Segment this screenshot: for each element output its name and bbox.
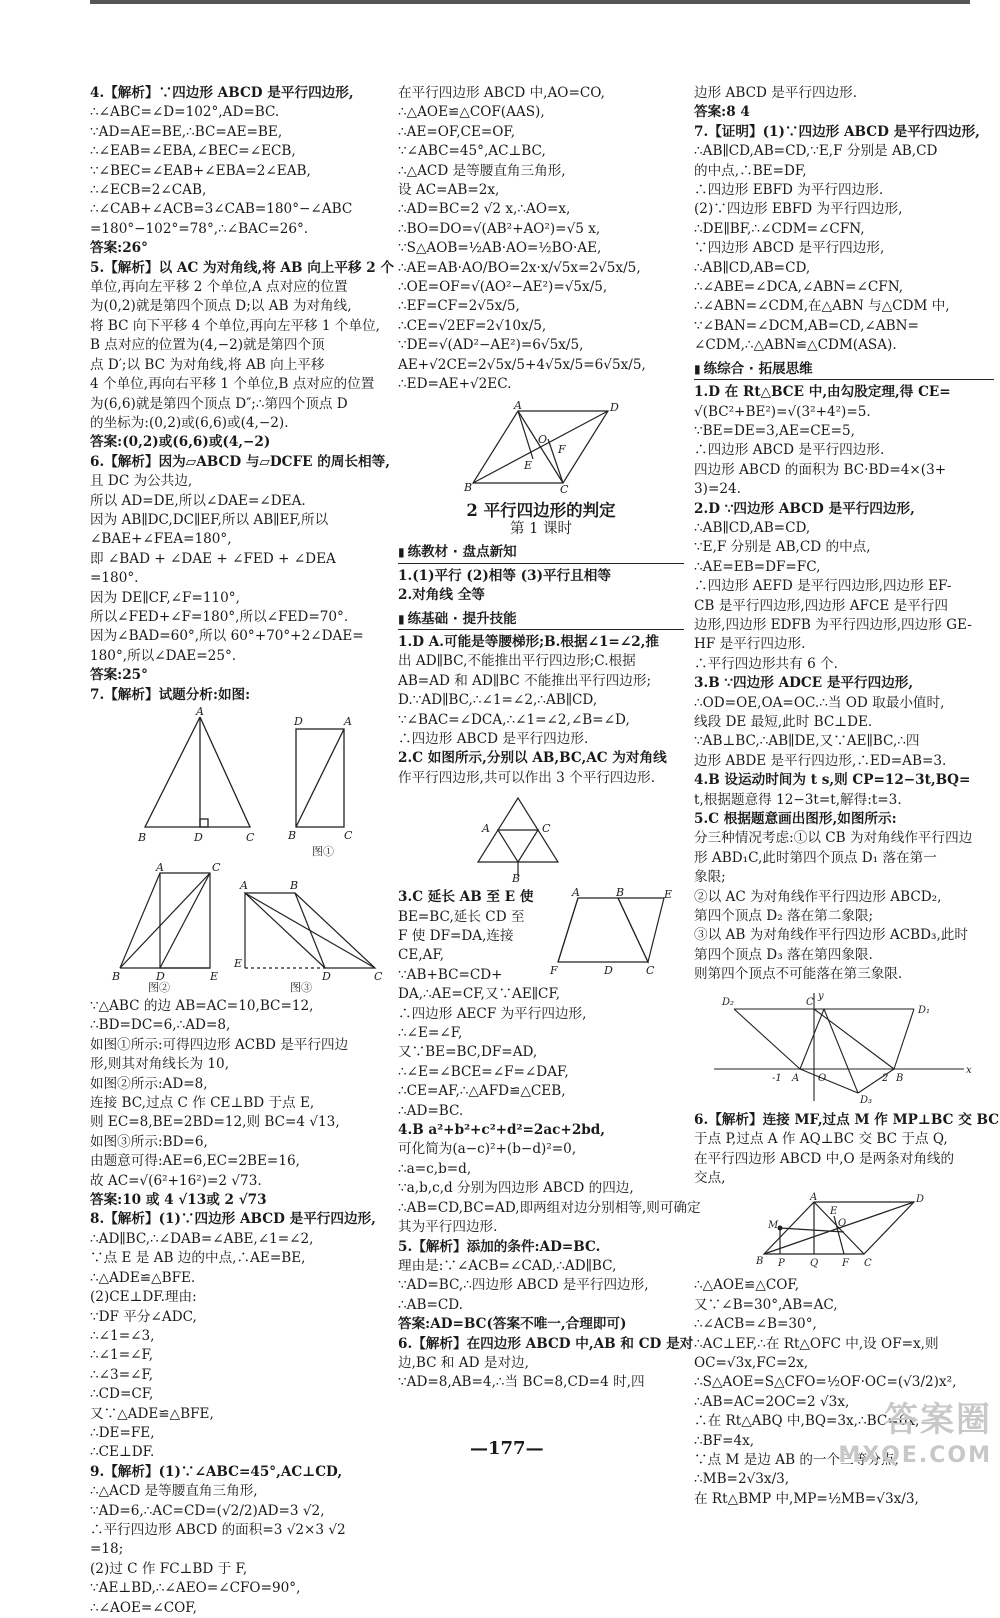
text-line: ∴AD=BC=2 √2 x,∴AO=x, [398,201,571,218]
text-line: ∴ED=AE+√2EC. [398,376,512,393]
fig-label: D [610,400,619,414]
text-line: ∵E,F 分别是 AB,CD 的中点, [694,539,871,556]
fig-label: B [616,886,625,900]
text-line: ∴a=c,b=d, [398,1160,472,1177]
fig-label: C [560,482,569,496]
column-3-text-b [694,383,994,985]
text-line: ∴∠EAB=∠EBA,∠BEC=∠ECB, [90,143,296,160]
text-line: CE,AF, [398,947,445,964]
text-line: t,根据题意得 12−3t=t,解得:t=3. [694,791,902,808]
text-line: AE+√2CE=2√5x/5+4√5x/5=6√5x/5, [398,356,646,373]
text-line: ∵△ABC 的边 AB=AC=10,BC=12, [90,998,314,1014]
text-line: ∴△ACD 是等腰直角三角形, [398,162,566,179]
text-line: 于点 P,过点 A 作 AQ⊥BC 交 BC 于点 Q, [694,1131,948,1148]
text-line: 3.B ∵四边形 ADCE 是平行四边形, [694,675,914,692]
column-1-text-a [90,84,395,705]
text-line: ∴△AOE≌△COF(AAS), [398,104,545,121]
text-line: OC=√3x,FC=2x, [694,1354,809,1371]
text-line: 出 AD∥BC,不能推出平行四边形;C.根据 [398,653,636,670]
text-line: 4.【解析】∵四边形 ABCD 是平行四边形, [90,85,354,101]
text-line: ∴CE⊥DF. [90,1444,155,1461]
watermark-line-1: 答案圈 [884,1400,992,1440]
text-line: 所以∠FED+∠F=180°,所以∠FED=70°. [90,608,349,625]
text-line: 则第四个顶点不可能落在第三象限. [694,966,903,983]
band-header-1: ▮ 练教材 · 盘点新知 [398,543,684,563]
fig-label: Q [810,1258,819,1270]
text-line: ∴S△AOE=S△CFO=½OF·OC=(√3/2)x², [694,1374,957,1391]
fig-label: E [524,458,533,472]
column-3-text-a [694,84,994,356]
text-line: 如图①所示:可得四边形 ACBD 是平行四边 [90,1036,349,1053]
column-3-text-c [694,1111,1000,1189]
text-line: ∴△AOE≌△COF, [694,1277,800,1294]
text-line: 又∵△ADE≌△BFE, [90,1405,214,1422]
fig-label: E [234,957,243,970]
fig-label: F [550,964,558,978]
figure-parallelogram-mpq [694,1192,994,1272]
text-line: ∴CD=CF, [90,1386,154,1403]
text-line: ∴AB∥CD,AB=CD, [694,259,811,276]
text-line: 6.【解析】连接 MF,过点 M 作 MP⊥BC 交 BC [694,1111,1000,1128]
fig-label: -1 [772,1072,782,1084]
text-line: ∴四边形 EBFD 为平行四边形. [694,182,884,199]
text-line: ∵AE⊥BD,∴∠AEO=∠CFO=90°, [90,1580,301,1597]
text-line: ∴DE∥BF,∴∠CDM=∠CFN, [694,220,865,237]
text-line: ∵AD=6,∴AC=CD=(√2/2)AD=3 √2, [90,1502,325,1519]
text-line: (2)CE⊥DF.理由: [90,1289,197,1306]
fig-label: C [646,964,655,978]
text-line: ∴四边形 AECF 为平行四边形, [398,1005,587,1022]
figure-parallelograms [90,863,382,993]
text-line: 1.D 在 Rt△BCE 中,由勾股定理,得 CE= [694,384,951,401]
figure-caption: 图② [148,981,170,994]
text-line: 为(6,6)就是第四个顶点 D″;∴第四个顶点 D [90,395,348,412]
text-line: 又∵∠B=30°,AB=AC, [694,1296,838,1313]
text-line: (2)∵四边形 EBFD 为平行四边形, [694,201,903,218]
section-subtitle: 第 1 课时 [510,520,572,537]
text-line: 3.C 延长 AB 至 E 使 [398,889,534,906]
fig-label: B [112,970,121,983]
fig-label: D [916,1194,925,1206]
text-line: 可化简为(a−c)²+(b−d)²=0, [398,1141,577,1158]
text-line: 7.【解析】试题分析:如图: [90,686,251,703]
fig-label: D [156,970,165,983]
text-line: 5.【解析】添加的条件:AD=BC. [398,1238,601,1255]
text-line: ∠BAE+∠FEA=180°, [90,531,232,548]
column-2-text-a [398,84,684,395]
text-line: ∴四边形 ABCD 是平行四边形. [694,442,885,459]
text-line: HF 是平行四边形. [694,636,806,653]
text-line: ∴∠CAB+∠ACB=3∠CAB=180°−∠ABC [90,201,353,218]
text-line: 在平行四边形 ABCD 中,O 是两条对角线的 [694,1150,955,1167]
text-line: 4.B a²+b²+c²+d²=2ac+2bd, [398,1122,606,1139]
text-line: 如图②所示:AD=8, [90,1075,208,1092]
fig-label: B [756,1256,764,1268]
text-line: 4.B 设运动时间为 t s,则 CP=12−3t,BQ= [694,772,971,789]
text-line: 连接 BC,过点 C 作 CE⊥BD 于点 E, [90,1095,315,1112]
text-line: ∴∠E=∠BCE=∠F=∠DAF, [398,1063,569,1080]
text-line: ③以 AB 为对角线作平行四边形 ACBD₃,此时 [694,927,968,944]
text-line: ∠CDM,∴△ABN≌△CDM(ASA). [694,337,897,354]
text-line: 1.D A.可能是等腰梯形;B.根据∠1=∠2,推 [398,633,659,650]
text-line: 象限; [694,869,726,886]
text-line: ∴∠1=∠3, [90,1327,155,1344]
text-line: ∴在 Rt△ABQ 中,BQ=3x,∴BC=6x, [694,1413,920,1430]
fig-label: D₁ [918,1004,931,1016]
text-line: ∴AE=AB·AO/BO=2x·x/√5x=2√5x/5, [398,259,641,276]
text-line: ∵S△AOB=½AB·AO=½BO·AE, [398,240,602,257]
fig-label: D₂ [722,996,735,1008]
text-line: 故 AC=√(6²+16²)=2 √73. [90,1172,262,1189]
fig-label: B [464,480,473,494]
text-line: =18; [90,1541,124,1558]
figure-triangle-and-rectangle [90,705,382,859]
text-line: ∵四边形 ABCD 是平行四边形, [694,240,885,257]
text-line: ∵DF 平分∠ADC, [90,1308,197,1325]
text-line: ∵点 E 是 AB 边的中点,∴AE=BE, [90,1250,306,1267]
text-line: ∴∠ABE=∠DCA,∠ABN=∠CFN, [694,279,904,296]
fig-label: A [240,879,248,892]
fig-label: E [664,888,673,902]
text-line: =180°−102°=78°,∴∠BAC=26°. [90,220,309,237]
text-line: 4 个单位,再向右平移 1 个单位,B 点对应的位置 [90,376,375,393]
text-line: ∴AB=CD,BC=AD,即两组对边分别相等,则可确定 [398,1199,701,1216]
fig-label: A [156,861,164,874]
text-line: 第四个顶点 D₃ 落在第四象限. [694,946,873,963]
text-line: ∴AB=AC=2OC=2 √3x, [694,1393,850,1410]
figure-caption: 图① [312,845,334,858]
text-line: 边,BC 和 AD 是对边, [398,1354,529,1371]
watermark-line-2: MXQE.COM [838,1443,992,1468]
fig-label: C [864,1258,872,1270]
figure-problem-3 [548,888,684,980]
text-line: ∴∠E=∠F, [398,1025,463,1042]
text-line: 5.【解析】以 AC 为对角线,将 AB 向上平移 2 个 [90,259,395,276]
text-line: ∴△ADE≌△BFE. [90,1269,196,1286]
text-line: ∴OE=OF=√(AO²−AE²)=√5x/5, [398,279,608,296]
text-line: 如图③所示:BD=6, [90,1133,208,1150]
text-line: 由题意可得:AE=6,EC=2BE=16, [90,1153,300,1170]
column-2 [398,84,701,1393]
text-line: 8.【解析】(1)∵四边形 ABCD 是平行四边形, [90,1211,376,1228]
fig-label: O [818,1072,827,1084]
text-line: 边形,四边形 EDFB 为平行四边形,四边形 GE- [694,616,972,633]
fig-label: F [842,1258,849,1270]
column-1-text-b [90,997,382,1618]
fig-label: C [806,996,814,1008]
text-line: ∴平行四边形共有 6 个. [694,655,838,672]
column-3 [694,84,1000,1509]
text-line: 6.【解析】在四边形 ABCD 中,AB 和 CD 是对 [398,1335,694,1352]
text-line: ∵a,b,c,d 分别为四边形 ABCD 的四边, [398,1180,634,1197]
text-line: ∵AD=8,AB=4,∴当 BC=8,CD=4 时,四 [398,1374,645,1391]
text-line: (2)过 C 作 FC⊥BD 于 F, [90,1560,248,1577]
text-line: ∵AB+BC=CD+ [398,966,503,983]
text-line: 答案:AD=BC(答案不唯一,合理即可) [398,1316,627,1333]
text-line: F 使 DF=DA,连接 [398,928,514,944]
text-line: ∴平行四边形 ABCD 的面积=3 √2×3 √2 [90,1521,346,1538]
text-line: ∴BF=4x, [694,1432,755,1449]
text-line: 2.对角线 全等 [398,587,485,604]
text-line: ∴AE=OF,CE=OF, [398,123,516,140]
figure-coordinate-parallelograms [694,989,994,1107]
text-line: ∵∠ABC=45°,AC⊥BC, [398,143,546,160]
column-3-text-d [694,1276,994,1509]
text-line: ∴CE=AF,∴△AFD≌△CEB, [398,1083,566,1100]
text-line: 1.(1)平行 (2)相等 (3)平行且相等 [398,567,611,584]
text-line: BE=BC,延长 CD 至 [398,908,525,925]
text-line: ∵AD=BC,∴四边形 ABCD 是平行四边形, [398,1277,649,1294]
text-line: 设 AC=AB=2x, [398,182,500,199]
fig-label: B [288,829,297,842]
section-title: 2 平行四边形的判定 [466,500,616,520]
text-line: ∴四边形 ABCD 是平行四边形. [398,730,589,747]
text-line: 线段 DE 最短,此时 BC⊥DE. [694,714,873,730]
fig-label: E [830,1206,838,1218]
text-line: ∴AE=EB=DF=FC, [694,558,821,575]
text-line: 边形 ABCD 是平行四边形. [694,85,858,101]
point-m-marker [778,1226,783,1231]
fig-label: 2 [882,1072,889,1084]
column-1 [90,84,395,1618]
fig-label: O [838,1218,847,1230]
text-line: 9.【解析】(1)∵∠ABC=45°,AC⊥CD, [90,1463,343,1480]
text-line: ∵∠BAC=∠DCA,∴∠1=∠2,∠B=∠D, [398,711,630,728]
text-line: 形,则其对角线长为 10, [90,1056,230,1073]
text-line: 答案:25° [90,667,148,684]
text-line: DA,∴AE=CF,又∵AE∥CF, [398,986,561,1003]
text-line: ∴∠AOE=∠COF, [90,1599,197,1616]
text-line: 6.【解析】因为▱ABCD 与▱DCFE 的周长相等, [90,453,390,470]
fig-label: A [572,886,580,900]
text-line: ∵BE=DE=3,AE=CE=5, [694,422,855,439]
text-line: ∴BO=DO=√(AB²+AO²)=√5 x, [398,220,601,237]
text-line: 分三种情况考虑:①以 CB 为对角线作平行四边 [694,830,973,847]
fig-label: A [792,1072,800,1084]
fig-label: E [210,970,219,983]
fig-label: A [514,398,522,412]
text-line: 所以 AD=DE,所以∠DAE=∠DEA. [90,492,306,509]
text-line: 理由是:∵∠ACB=∠CAD,∴AD∥BC, [398,1257,617,1274]
fig-label: C [246,831,255,844]
text-line: ∴AB∥CD,AB=CD,∵E,F 分别是 AB,CD [694,143,938,160]
text-line: 因为 DE∥CF,∠F=110°, [90,589,240,606]
fig-label: F [558,442,566,456]
text-line: 2.D ∵四边形 ABCD 是平行四边形, [694,500,915,517]
text-line: ∴△ACD 是等腰直角三角形, [90,1483,258,1500]
fig-label: C [542,822,551,836]
text-line: ∵AD=AE=BE,∴BC=AE=BE, [90,123,283,140]
band-header-3: ▮ 练综合 · 拓展思维 [694,360,994,380]
fig-label: y [818,990,824,1002]
fig-label: M [768,1220,779,1232]
text-line: B 点对应的位置为(4,−2)就是第四个顶 [90,337,325,354]
text-line: 因为∠BAD=60°,所以 60°+70°+2∠DAE= [90,628,364,645]
text-line: ∴∠ABC=∠D=102°,AD=BC. [90,104,280,121]
column-2-text-b [398,567,684,606]
text-line: ∴四边形 AEFD 是平行四边形,四边形 EF- [694,578,952,595]
text-line: ∵DE=√(AD²−AE²)=6√5x/5, [398,337,584,354]
figure-caption: 图③ [290,981,312,994]
text-line: AB=AD 和 AD∥BC 不能推出平行四边形; [398,672,652,689]
text-line: 答案:26° [90,240,148,257]
text-line: ∴AB∥CD,AB=CD, [694,519,811,536]
text-line: ∴AD∥BC,∴∠DAB=∠ABE,∠1=∠2, [90,1230,314,1247]
column-2-text-c [398,633,684,788]
text-line: ∴EF=CF=2√5x/5, [398,298,520,315]
text-line: ∴∠ABN=∠CDM,在△ABN 与△CDM 中, [694,298,950,315]
page-number: —177— [470,1438,544,1459]
fig-label: D₃ [860,1094,873,1106]
fig-label: A [810,1192,818,1204]
text-line: 为(0,2)就是第四个顶点 D;以 AB 为对角线, [90,298,352,315]
fig-label: x [966,1064,972,1076]
text-line: ∴∠ACB=∠B=30°, [694,1316,817,1333]
text-line: ∴CE=√2EF=2√10x/5, [398,317,547,334]
text-line: 点 D′;以 BC 为对角线,将 AB 向上平移 [90,356,325,373]
fig-label: B [290,879,299,892]
fig-label: D [294,715,303,728]
text-line: 在平行四边形 ABCD 中,AO=CO, [398,85,605,101]
text-line: ∴∠1=∠F, [90,1347,154,1364]
fig-label: C [212,861,221,874]
text-line: ∴MB=2√3x/3, [694,1471,790,1488]
text-line: 又∵BE=BC,DF=AD, [398,1044,538,1061]
text-line: =180°. [90,570,139,587]
text-line: 形 ABD₁C,此时第四个顶点 D₁ 落在第一 [694,849,937,866]
fig-label: C [344,829,353,842]
text-line: 边形 ABDE 是平行四边形,∴ED=AB=3. [694,752,947,769]
text-line: ∵AB⊥BC,∴AB∥DE,又∵AE∥BC,∴四 [694,733,920,750]
fig-label: C [374,970,383,983]
fig-label: B [896,1072,904,1084]
fig-label: O [538,432,548,446]
text-line: CB 是平行四边形,四边形 AFCE 是平行四 [694,597,948,614]
text-line: ∴BD=DC=6,∴AD=8, [90,1017,231,1034]
band-header-2: ▮ 练基础 · 提升技能 [398,610,684,630]
text-line: 其为平行四边形. [398,1219,498,1236]
fig-label: A [344,715,352,728]
fig-label: P [778,1258,785,1270]
text-line: ∴DE=FE, [90,1424,155,1441]
fig-label: B [138,831,147,844]
text-line: 7.【证明】(1)∵四边形 ABCD 是平行四边形, [694,123,980,140]
text-line: 四边形 ABCD 的面积为 BC·BD=4×(3+ [694,461,947,478]
text-line: ∴AC⊥EF,∴在 Rt△OFC 中,设 OF=x,则 [694,1335,939,1352]
text-line: 作平行四边形,共可以作出 3 个平行四边形. [398,769,656,786]
text-line: ∴OD=OE,OA=OC.∴当 OD 取最小值时, [694,694,945,711]
text-line: 交点, [694,1169,726,1186]
text-line: 答案:10 或 4 √13或 2 √73 [90,1192,267,1209]
text-line: ∵∠BAN=∠DCM,AB=CD,∠ABN= [694,317,919,334]
text-line: ②以 AC 为对角线作平行四边形 ABCD₂, [694,888,942,905]
text-line: ∵点 M 是边 AB 的一个三等分点, [694,1451,899,1468]
text-line: 答案:8 4 [694,104,750,121]
text-line: 的坐标为:(0,2)或(6,6)或(4,−2). [90,414,289,431]
text-line: 答案:(0,2)或(6,6)或(4,−2) [90,434,271,451]
text-line: 单位,再向左平移 2 个单位,A 点对应的位置 [90,279,348,296]
figure-triangle-three-parallelograms [398,792,684,884]
text-line: D.∵AD∥BC,∴∠1=∠2,∴AB∥CD, [398,692,598,709]
top-rule [90,0,970,4]
text-line: 因为 AB∥DC,DC∥EF,所以 AB∥EF,所以 [90,511,329,528]
text-line: 在 Rt△BMP 中,MP=½MB=√3x/3, [694,1490,919,1507]
text-line: ∴AB=CD. [398,1296,463,1313]
text-line: 即 ∠BAD + ∠DAE + ∠FED + ∠DEA [90,550,336,567]
text-line: 将 BC 向下平移 4 个单位,再向左平移 1 个单位, [90,317,381,334]
text-line: 180°,所以∠DAE=25°. [90,647,237,664]
fig-label: D [604,964,613,978]
fig-label: A [482,822,490,836]
text-line: 3)=24. [694,481,741,498]
fig-label: D [322,970,331,983]
figure-parallelogram-aoe [398,399,684,495]
text-line: ∴AD=BC. [398,1102,464,1119]
text-line: 第四个顶点 D₂ 落在第二象限; [694,908,874,925]
fig-label: A [196,705,204,718]
watermark-logo [838,1402,992,1474]
text-line: 则 EC=8,BE=2BD=12,则 BC=4 √13, [90,1114,340,1131]
text-line: ∵∠BEC=∠EAB+∠EBA=2∠EAB, [90,162,311,179]
text-line: 的中点,∴BE=DF, [694,162,807,179]
text-line: ∴∠ECB=2∠CAB, [90,182,207,199]
text-line: 2.C 如图所示,分别以 AB,BC,AC 为对角线 [398,750,667,767]
fig-label: B [512,872,521,886]
text-line: √(BC²+BE²)=√(3²+4²)=5. [694,403,871,420]
text-line: ∴∠3=∠F, [90,1366,154,1383]
text-line: 5.C 根据题意画出图形,如图所示: [694,811,897,828]
problem-3-block [398,886,701,1393]
fig-label: D [194,831,203,844]
text-line: 且 DC 为公共边, [90,473,193,490]
